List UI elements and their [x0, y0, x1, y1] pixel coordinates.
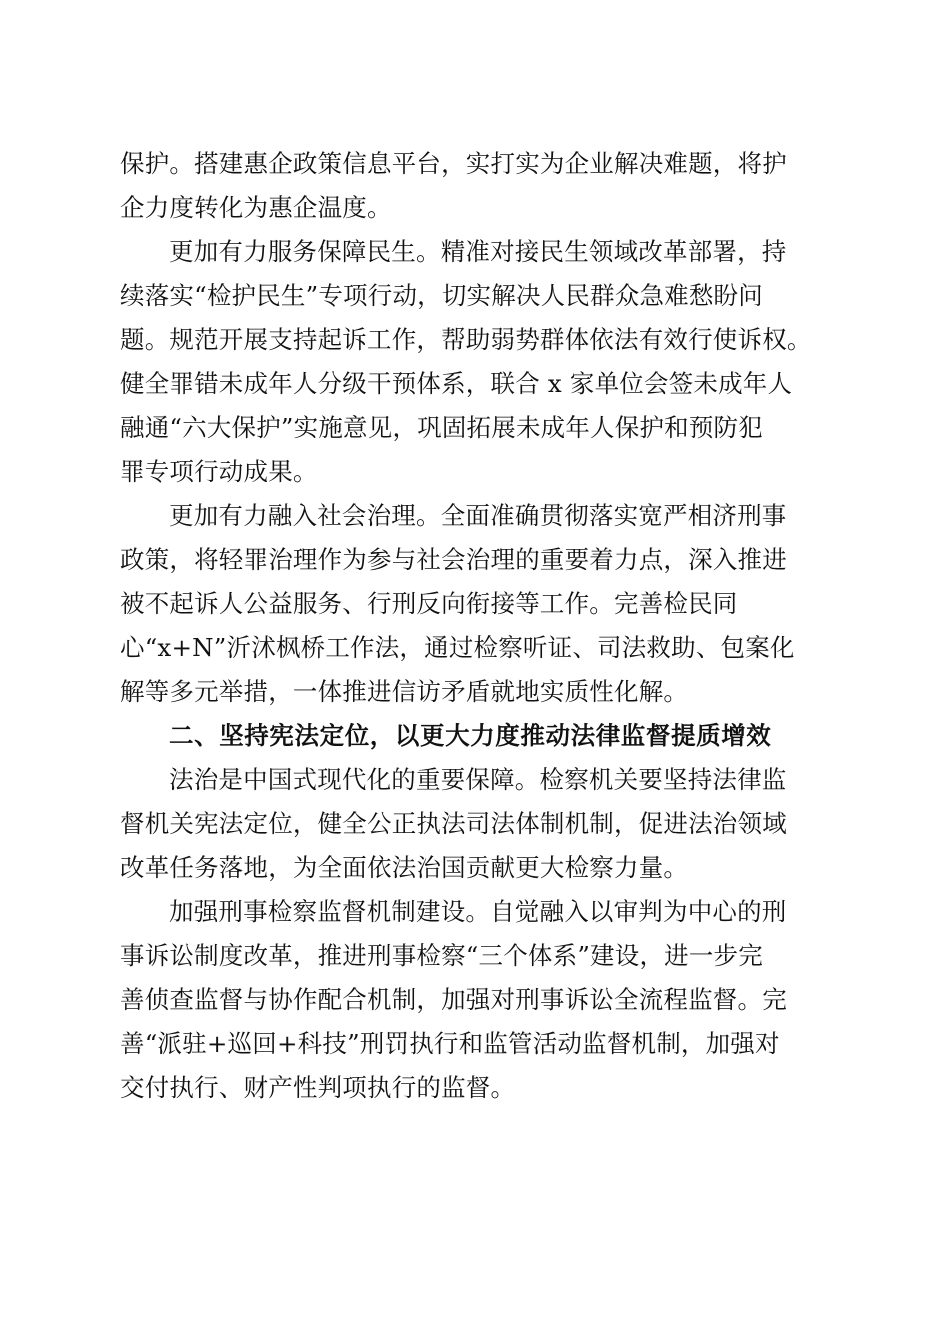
text-line: 更加有力服务保障民生。精准对接民生领域改革部署，持	[169, 237, 787, 266]
text-line: 法治是中国式现代化的重要保障。检察机关要坚持法律监	[169, 765, 787, 794]
text-line: 被不起诉人公益服务、行刑反向衔接等工作。完善检民同	[120, 589, 738, 618]
text-line: 政策，将轻罪治理作为参与社会治理的重要着力点，深入推进	[120, 545, 787, 574]
text-line: 解等多元举措，一体推进信访矛盾就地实质性化解。	[120, 677, 689, 706]
heading-line: 二、坚持宪法定位，以更大力度推动法律监督提质增效	[169, 721, 772, 750]
text-line: 加强刑事检察监督机制建设。自觉融入以审判为中心的刑	[169, 897, 787, 926]
paragraph-continued	[120, 142, 830, 230]
paragraph-livelihood	[120, 230, 830, 494]
text-line: 融通“六大保护”实施意见，巩固拓展未成年人保护和预防犯	[120, 413, 763, 442]
text-line: 善“派驻+巡回+科技”刑罚执行和监管活动监督机制，加强对	[120, 1029, 780, 1058]
document-body	[120, 142, 830, 1110]
text-line: 事诉讼制度改革，推进刑事检察“三个体系”建设，进一步完	[120, 941, 763, 970]
paragraph-rule-of-law	[120, 758, 830, 890]
text-line: 改革任务落地，为全面依法治国贡献更大检察力量。	[120, 853, 689, 882]
text-line: 心“x+N”沂沭枫桥工作法，通过检察听证、司法救助、包案化	[120, 633, 795, 662]
paragraph-criminal-supervision	[120, 890, 830, 1110]
text-line: 续落实“检护民生”专项行动，切实解决人民群众急难愁盼问	[120, 281, 763, 310]
section-heading	[120, 714, 830, 758]
text-line: 善侦查监督与协作配合机制，加强对刑事诉讼全流程监督。完	[120, 985, 787, 1014]
text-line: 健全罪错未成年人分级干预体系，联合 x 家单位会签未成年人	[120, 369, 793, 398]
text-line: 企力度转化为惠企温度。	[120, 193, 392, 222]
text-line: 更加有力融入社会治理。全面准确贯彻落实宽严相济刑事	[169, 501, 787, 530]
text-line: 罪专项行动成果。	[120, 457, 318, 486]
text-line: 题。规范开展支持起诉工作，帮助弱势群体依法有效行使诉权。	[120, 325, 812, 354]
text-line: 保护。搭建惠企政策信息平台，实打实为企业解决难题，将护	[120, 149, 787, 178]
paragraph-social-governance	[120, 494, 830, 714]
text-line: 督机关宪法定位，健全公正执法司法体制机制，促进法治领域	[120, 809, 787, 838]
text-line: 交付执行、财产性判项执行的监督。	[120, 1073, 516, 1102]
